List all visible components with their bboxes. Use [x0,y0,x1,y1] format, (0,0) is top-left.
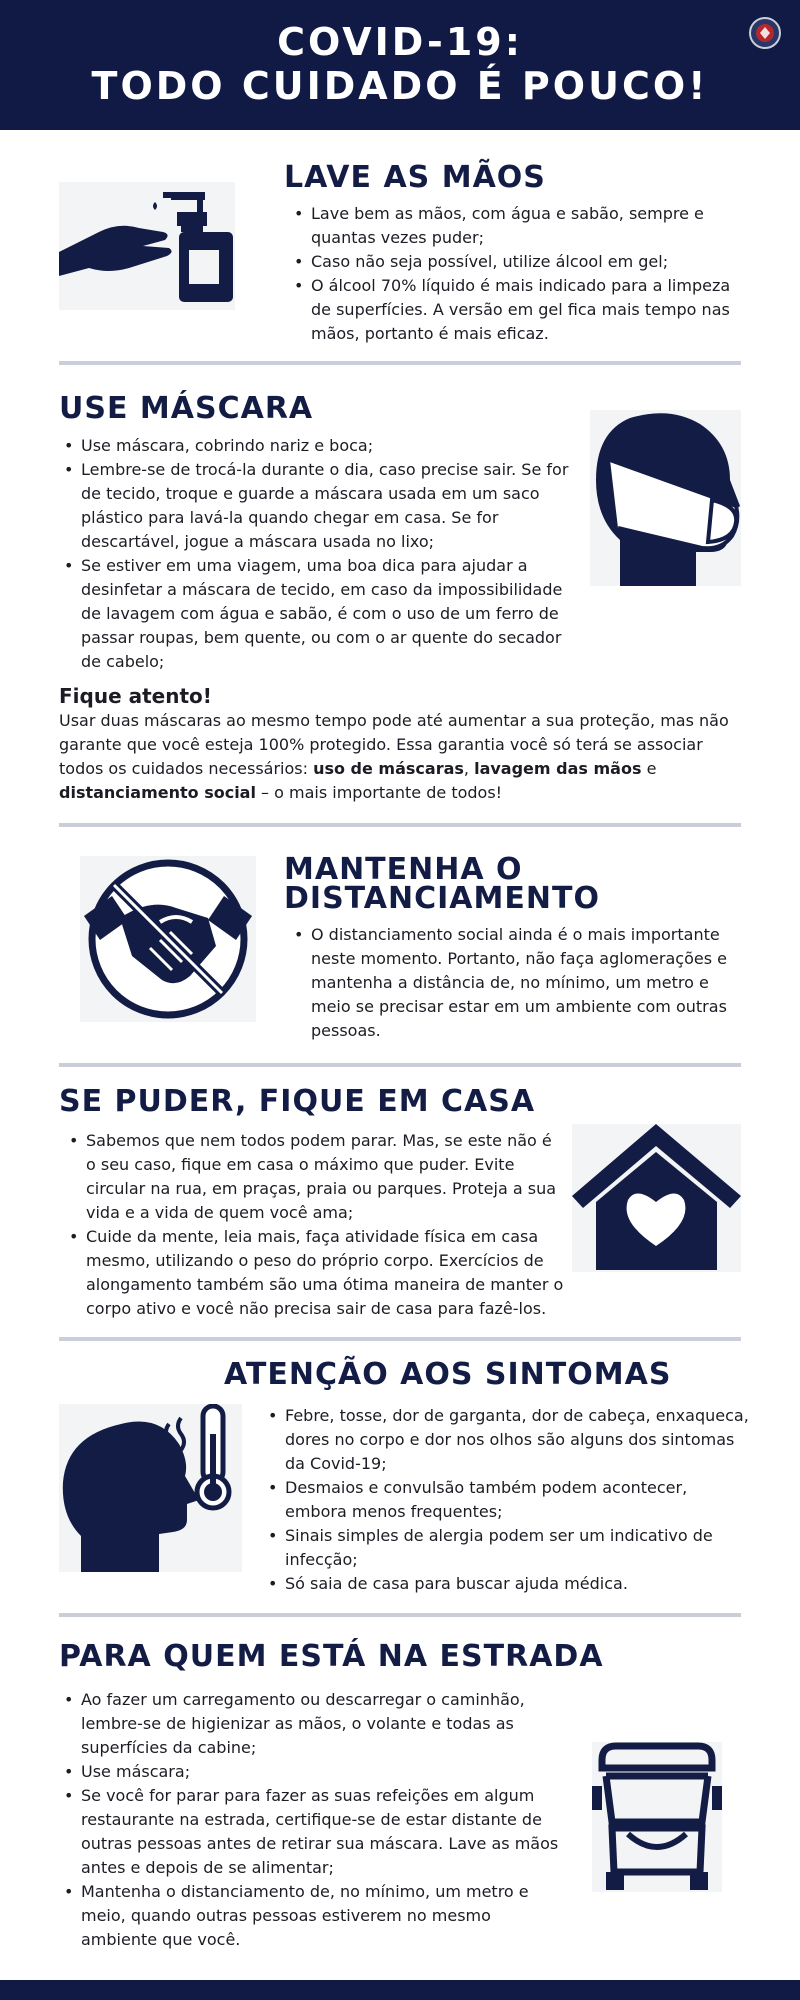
home-list [64,1129,564,1321]
list-item: • Use máscara; [59,1760,559,1784]
list-item: • O álcool 70% líquido é mais indicado para a limpeza de superfícies. A versão em gel fica mais tempo nas mãos, portanto é mais eficaz. [289,274,745,346]
list-item: • Use máscara, cobrindo nariz e boca; [59,434,579,458]
list-item: • O distanciamento social ainda é o mais importante neste momento. Portanto, não faça aglomerações e mantenha a distância de, no mínimo, um metro e meio se precisar estar em um ambiente com outras pessoas. [289,923,745,1043]
list-item: • Desmaios e convulsão também podem acontecer, embora menos frequentes; [263,1476,749,1524]
section-title-road: PARA QUEM ESTÁ NA ESTRADA [59,1639,604,1674]
distance-list [289,923,745,1043]
attention-separator: e [641,759,657,778]
section-divider [59,1063,741,1067]
list-item: • Se estiver em uma viagem, uma boa dica para ajudar a desinfetar a máscara de tecido, em caso da impossibilidade de lavagem com água e sabão, é com o uso de um ferro de passar roupas, bem quente, ou com o ar quente do secador de cabelo; [59,554,579,674]
hand-sanitizer-icon [59,182,235,310]
attention-separator: , [463,759,475,778]
truck-front-icon [592,1742,722,1892]
no-handshake-icon [80,856,256,1022]
section-title-home: SE PUDER, FIQUE EM CASA [59,1084,536,1119]
page-title-line1: COVID-19: [277,20,523,64]
section-divider [59,823,741,827]
section-title-distance-line1: MANTENHA O [284,852,523,887]
list-item: • Cuide da mente, leia mais, faça atividade física em casa mesmo, utilizando o peso do próprio corpo. Exercícios de alongamento também são uma ótima maneira de manter o corpo ativo e você não precisa sair de casa para fazê-los. [64,1225,564,1321]
attention-text: Usar duas máscaras ao mesmo tempo pode até aumentar a sua proteção, mas não garante que você esteja 100% protegido. Essa garantia você só terá se associar todos os cuidados necessários: [59,711,729,778]
list-item: • Mantenha o distanciamento de, no mínimo, um metro e meio, quando outras pessoas estiverem no mesmo ambiente que você. [59,1880,559,1952]
house-heart-icon [572,1124,741,1272]
list-item: • Caso não seja possível, utilize álcool em gel; [289,250,745,274]
section-divider [59,1337,741,1341]
footer-bar [0,1980,800,2000]
list-item: • Ao fazer um carregamento ou descarregar o caminhão, lembre-se de higienizar as mãos, o volante e todas as superfícies da cabine; [59,1688,559,1760]
header-banner [0,0,800,130]
section-divider [59,361,741,365]
brand-logo-icon [748,16,782,50]
section-title-wash: LAVE AS MÃOS [284,160,546,195]
symptoms-list [263,1404,749,1596]
attention-text-end: – o mais importante de todos! [255,783,503,802]
road-list [59,1688,559,1952]
list-item: • Sinais simples de alergia podem ser um indicativo de infecção; [263,1524,749,1572]
face-mask-head-icon [590,410,741,586]
list-item: • Sabemos que nem todos podem parar. Mas, se este não é o seu caso, fique em casa o máximo que puder. Evite circular na rua, em praças, praia ou parques. Proteja a sua vida e a vida de quem você ama; [64,1129,564,1225]
list-item: • Só saia de casa para buscar ajuda médica. [263,1572,749,1596]
section-title-mask: USE MÁSCARA [59,391,314,426]
section-divider [59,1613,741,1617]
attention-bold-handwashing: lavagem das mãos [474,759,642,778]
list-item: • Febre, tosse, dor de garganta, dor de cabeça, enxaqueca, dores no corpo e dor nos olhos são alguns dos sintomas da Covid-19; [263,1404,749,1476]
attention-title: Fique atento! [59,684,212,708]
list-item: • Lembre-se de trocá-la durante o dia, caso precise sair. Se for de tecido, troque e guarde a máscara usada em um saco plástico para lavá-la quando chegar em casa. Se for descartável, jogue a máscara usada no lixo; [59,458,579,554]
page-title-line2: TODO CUIDADO É POUCO! [91,64,709,108]
wash-list [289,202,745,346]
section-title-symptoms: ATENÇÃO AOS SINTOMAS [224,1357,672,1392]
list-item: • Se você for parar para fazer as suas refeições em algum restaurante na estrada, certifique-se de estar distante de outras pessoas antes de retirar sua máscara. Lave as mãos antes e depois de se alimentar; [59,1784,559,1880]
mask-list [59,434,579,674]
fever-thermometer-icon [59,1404,242,1572]
attention-bold-masks: uso de máscaras [313,759,464,778]
attention-paragraph [59,709,741,805]
section-title-distance-line2: DISTANCIAMENTO [284,881,600,916]
attention-bold-distancing: distanciamento social [59,783,256,802]
list-item: • Lave bem as mãos, com água e sabão, sempre e quantas vezes puder; [289,202,745,250]
